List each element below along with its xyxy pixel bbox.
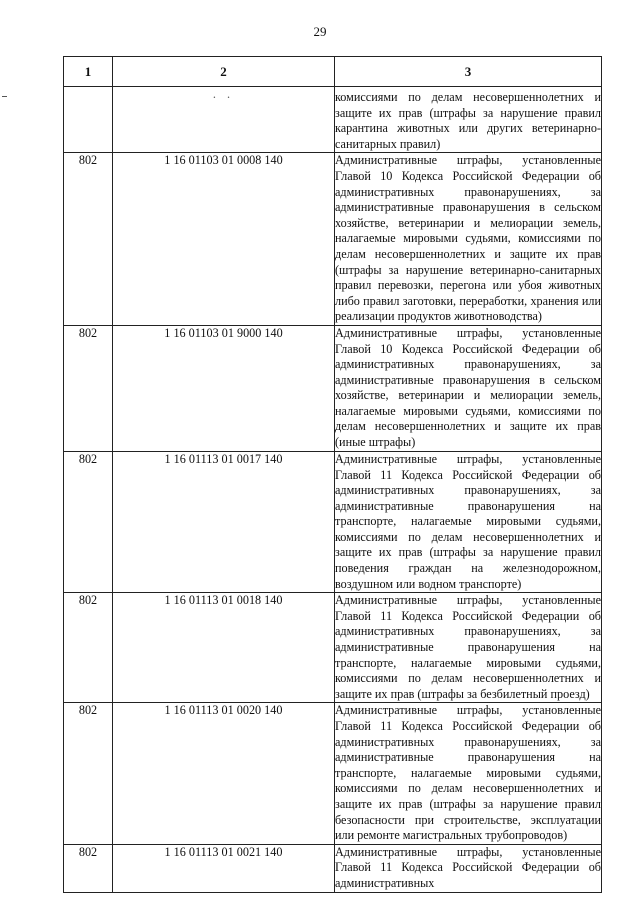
- column-header-3: 3: [335, 57, 602, 87]
- continuation-dots: . .: [212, 87, 235, 101]
- table-row: [64, 593, 602, 703]
- admin-code-cell: 802: [64, 325, 113, 451]
- kbk-code-cell: 1 16 01113 01 0020 140: [113, 703, 335, 844]
- admin-code-cell: 802: [64, 593, 113, 703]
- scan-mark: [2, 96, 7, 97]
- admin-code-cell: 802: [64, 451, 113, 592]
- table-row: [64, 153, 602, 326]
- admin-code-cell: 802: [64, 844, 113, 892]
- table-header-row: [64, 57, 602, 87]
- table-row: [64, 703, 602, 844]
- table-row: [64, 325, 602, 451]
- description-cell: Административные штрафы, установленные Главой 11 Кодекса Российской Федерации об административных правонарушениях, за административные правонарушения на транспорте, налагаемые мировыми судьями, комиссиями по делам несовершеннолетних и защите их прав (штрафы за нарушение правил поведения граждан на железнодорожном, воздушном или водном транспорте): [335, 451, 602, 592]
- admin-code-cell: [64, 87, 113, 153]
- description-cell: Административные штрафы, установленные Главой 11 Кодекса Российской Федерации об административных правонарушениях, за административные правонарушения на транспорте, налагаемые мировыми судьями, комиссиями по делам несовершеннолетних и защите их прав (штрафы за безбилетный проезд): [335, 593, 602, 703]
- kbk-code-cell: 1 16 01103 01 9000 140: [113, 325, 335, 451]
- table-row: [64, 844, 602, 892]
- kbk-code-cell: [113, 87, 335, 153]
- description-cell: Административные штрафы, установленные Главой 11 Кодекса Российской Федерации об административных: [335, 844, 602, 892]
- kbk-code-cell: 1 16 01113 01 0021 140: [113, 844, 335, 892]
- kbk-code-cell: 1 16 01113 01 0018 140: [113, 593, 335, 703]
- column-header-2: 2: [113, 57, 335, 87]
- admin-code-cell: 802: [64, 703, 113, 844]
- description-cell: Административные штрафы, установленные Главой 11 Кодекса Российской Федерации об административных правонарушениях, за административные правонарушения на транспорте, налагаемые мировыми судьями, комиссиями по делам несовершеннолетних и защите их прав (штрафы за нарушение правил безопасности при строительстве, эксплуатации или ремонте магистральных трубопроводов): [335, 703, 602, 844]
- description-cell: комиссиями по делам несовершеннолетних и защите их прав (штрафы за нарушение правил карантина животных или других ветеринарно-санитарных правил): [335, 87, 602, 153]
- description-cell: Административные штрафы, установленные Главой 10 Кодекса Российской Федерации об административных правонарушениях, за административные правонарушения в сельском хозяйстве, ветеринарии и мелиорации земель, налагаемые мировыми судьями, комиссиями по делам несовершеннолетних и защите их прав (иные штрафы): [335, 325, 602, 451]
- description-cell: Административные штрафы, установленные Главой 10 Кодекса Российской Федерации об административных правонарушениях, за административные правонарушения в сельском хозяйстве, ветеринарии и мелиорации земель, налагаемые мировыми судьями, комиссиями по делам несовершеннолетних и защите их прав (штрафы за нарушение ветеринарно-санитарных правил перевозки, перегона или убоя животных либо правил заготовки, переработки, хранения или реализации продуктов животноводства): [335, 153, 602, 326]
- kbk-code-cell: 1 16 01103 01 0008 140: [113, 153, 335, 326]
- kbk-code-cell: 1 16 01113 01 0017 140: [113, 451, 335, 592]
- admin-code-cell: 802: [64, 153, 113, 326]
- table-row: [64, 451, 602, 592]
- page-number: 29: [313, 24, 327, 39]
- column-header-1: 1: [64, 57, 113, 87]
- budget-code-table: [63, 56, 602, 893]
- table-row-continuation: [64, 87, 602, 153]
